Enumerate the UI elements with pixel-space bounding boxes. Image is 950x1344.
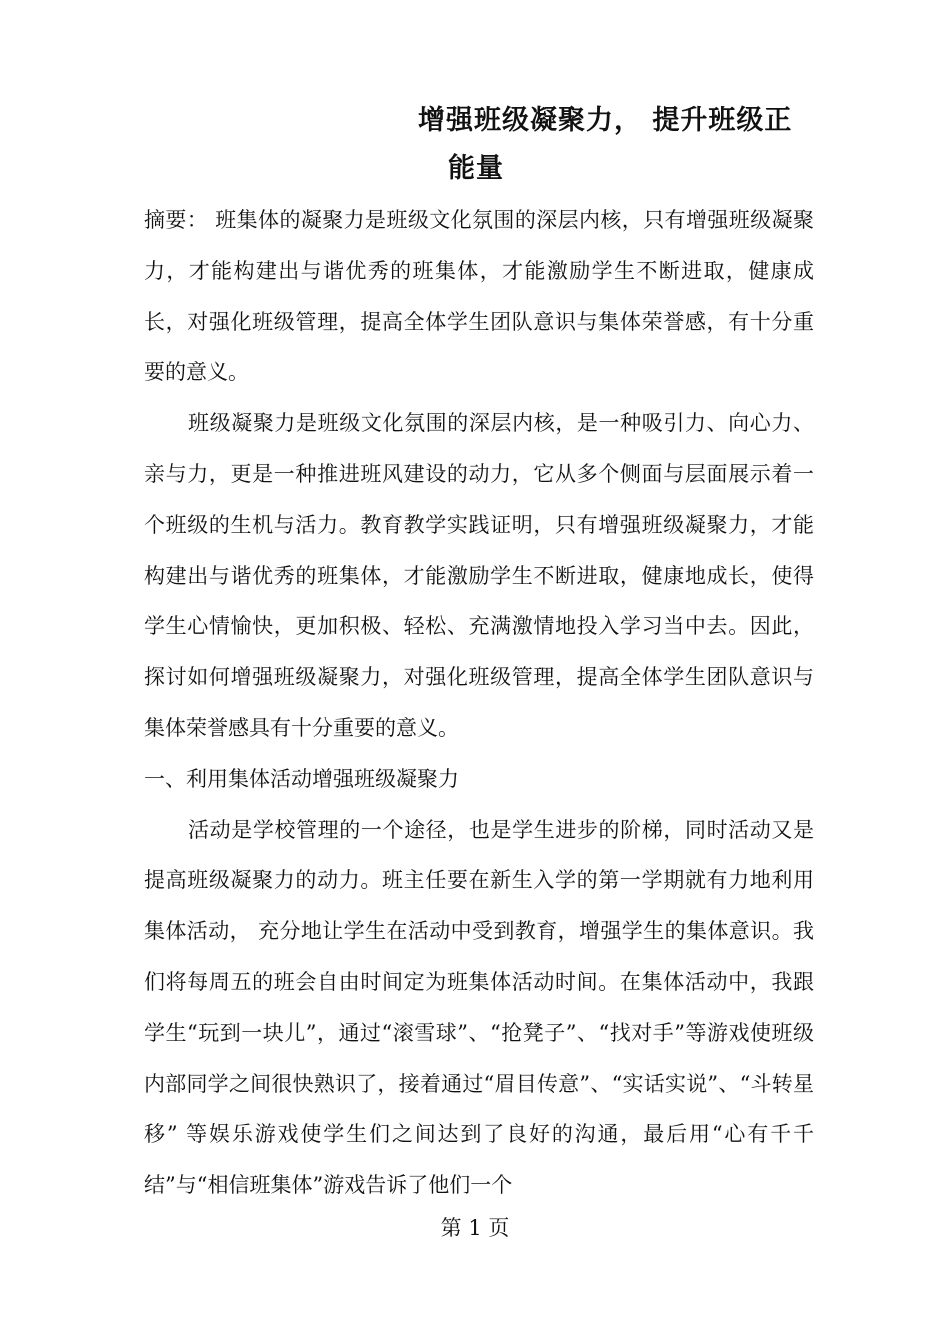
body-paragraph-1: 班级凝聚力是班级文化氛围的深层内核，是一种吸引力、向心力、亲与力，更是一种推进班风建设的动力，它从多个侧面与层面展示着一个班级的生机与活力。教育教学实践证明，只有增强班级凝聚力，才能构建出与谐优秀的班集体，才能激励学生不断进取，健康地成长，使得学生心情愉快，更加积极、轻松、充满激情地投入学习当中去。因此，探讨如何增强班级凝聚力，对强化班级管理，提高全体学生团队意识与集体荣誉感具有十分重要的意义。 [144,411,814,740]
document-body [144,195,814,1211]
section-heading-1: 一、利用集体活动增强班级凝聚力 [144,766,459,791]
document-title-line-1: 增强班级凝聚力， 提升班级正 [418,105,793,136]
body-paragraph-2: 活动是学校管理的一个途径，也是学生进步的阶梯，同时活动又是提高班级凝聚力的动力。班主任要在新生入学的第一学期就有力地利用集体活动， 充分地让学生在活动中受到教育，增强学生的集体意识。我们将每周五的班会自由时间定为班集体活动时间。在集体活动中，我跟学生“玩到一块儿”，通过“滚雪球”、“抢凳子”、“找对手”等游戏使班级内部同学之间很快熟识了，接着通过“眉目传意”、“实话实说”、“斗转星移” 等娱乐游戏使学生们之间达到了良好的沟通，最后用“心有千千结”与“相信班集体”游戏告诉了他们一个 [144,817,814,1198]
page-footer: 第 1 页 [440,1216,510,1240]
abstract-paragraph: 摘要： 班集体的凝聚力是班级文化氛围的深层内核，只有增强班级凝聚力，才能构建出与谐优秀的班集体，才能激励学生不断进取，健康成长，对强化班级管理，提高全体学生团队意识与集体荣誉感，有十分重要的意义。 [144,208,814,385]
document-title-line-2: 能量 [448,153,504,184]
